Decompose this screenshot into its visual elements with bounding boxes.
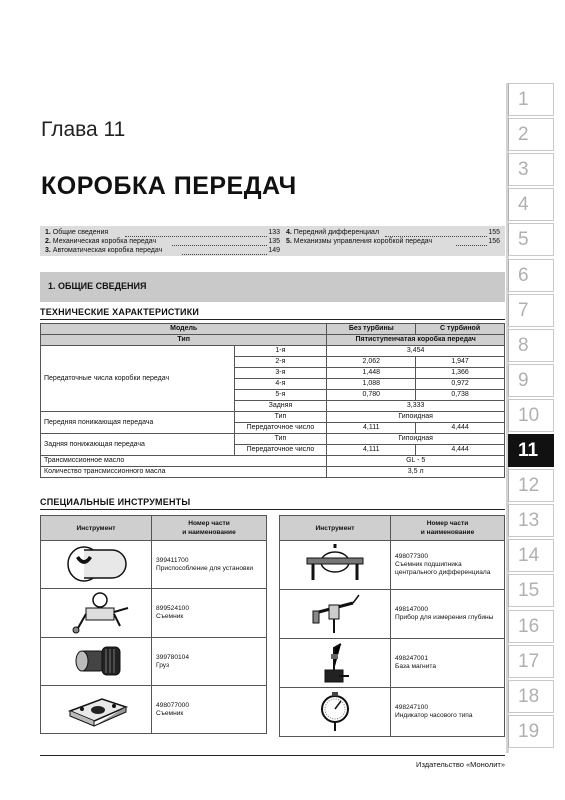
specs-heading: ТЕХНИЧЕСКИЕ ХАРАКТЕРИСТИКИ — [40, 307, 200, 317]
part-number: 498247100 — [395, 704, 429, 711]
table-row — [280, 639, 505, 688]
table-row — [41, 589, 267, 638]
gear-label: 4-я — [234, 379, 327, 390]
tool-info — [152, 541, 267, 589]
gear-label: 2-я — [234, 357, 327, 368]
tool-info — [391, 688, 505, 737]
cell-value: 2,062 — [327, 357, 416, 368]
tab-chapter-7[interactable]: 7 — [508, 294, 554, 327]
row-label: Передаточные числа коробки передач — [41, 346, 235, 412]
cell-value: Пятиступенчатая коробка передач — [327, 335, 505, 346]
tool-info — [152, 686, 267, 734]
tab-chapter-9[interactable]: 9 — [508, 364, 554, 397]
tab-chapter-16[interactable]: 16 — [508, 610, 554, 643]
tab-chapter-19[interactable]: 19 — [508, 715, 554, 748]
page-title: КОРОБКА ПЕРЕДАЧ — [41, 172, 297, 200]
part-name: Груз — [156, 661, 170, 669]
toc-page: 155 — [488, 229, 500, 236]
toc-item[interactable]: 5. Механизмы управления коробкой передач — [286, 238, 433, 245]
table-row — [280, 541, 505, 590]
cell-value: Гипоидная — [327, 412, 505, 423]
tab-chapter-13[interactable]: 13 — [508, 504, 554, 537]
block-puller-icon — [41, 686, 152, 734]
bearing-puller-icon — [280, 541, 391, 590]
part-number: 399780104 — [156, 653, 190, 661]
cell-value: Гипоидная — [327, 434, 505, 445]
column-header: Номер части и наименование — [391, 516, 505, 541]
publisher: Издательство «Монолит» — [416, 760, 505, 769]
cell-value: 4,444 — [416, 445, 505, 456]
gear-label: 5-я — [234, 390, 327, 401]
tool-info — [152, 589, 267, 638]
cell-value: 4,111 — [327, 445, 416, 456]
toc-left — [40, 226, 285, 256]
cell-value: 3,333 — [327, 401, 505, 412]
tool-info — [391, 590, 505, 639]
toc-page: 149 — [268, 247, 280, 254]
depth-gauge-icon — [280, 590, 391, 639]
row-label: Задняя понижающая передача — [41, 434, 235, 456]
tab-chapter-14[interactable]: 14 — [508, 539, 554, 572]
tab-chapter-10[interactable]: 10 — [508, 399, 554, 432]
tab-chapter-2[interactable]: 2 — [508, 118, 554, 151]
toc-item[interactable]: 3. Автоматическая коробка передач — [45, 247, 163, 254]
chapter-label: Глава 11 — [41, 118, 126, 141]
puller-tool-icon — [41, 589, 152, 638]
dial-indicator-icon — [280, 688, 391, 737]
cell-value: 0,972 — [416, 379, 505, 390]
cell-value: 1,088 — [327, 379, 416, 390]
section-title: 1. ОБЩИЕ СВЕДЕНИЯ — [48, 281, 147, 291]
part-name: Съемник — [156, 709, 184, 717]
footer-divider — [40, 755, 505, 756]
tab-chapter-6[interactable]: 6 — [508, 259, 554, 292]
table-row — [41, 541, 267, 589]
tool-info — [152, 638, 267, 686]
table-row — [41, 686, 267, 734]
magnetic-base-icon — [280, 639, 391, 688]
tools-table-right — [279, 515, 505, 737]
table-row — [41, 412, 505, 423]
part-number: 899524100 — [156, 605, 190, 612]
column-header: Инструмент — [280, 516, 391, 541]
gear-label: 3-я — [234, 368, 327, 379]
part-number: 498247001 — [395, 655, 429, 662]
toc-page: 133 — [268, 229, 280, 236]
tab-chapter-18[interactable]: 18 — [508, 680, 554, 713]
toc-page: 156 — [488, 238, 500, 245]
section-header — [40, 272, 505, 302]
row-label: Трансмиссионное масло — [41, 456, 327, 467]
table-row — [41, 638, 267, 686]
table-row — [280, 688, 505, 737]
cell-value: 1,947 — [416, 357, 505, 368]
column-header: Номер части и наименование — [152, 516, 267, 541]
table-row — [41, 324, 505, 335]
part-name: Индикатор часового типа — [395, 712, 473, 719]
cell-value: 4,111 — [327, 423, 416, 434]
part-number: 498147000 — [395, 606, 429, 613]
tab-chapter-11[interactable]: 11 — [508, 434, 554, 467]
part-number: 399411700 — [156, 556, 189, 564]
tab-chapter-15[interactable]: 15 — [508, 574, 554, 607]
divider — [40, 509, 505, 510]
table-row — [41, 346, 505, 357]
column-header: Модель — [41, 324, 327, 335]
tab-chapter-1[interactable]: 1 — [508, 83, 554, 116]
toc-item[interactable]: 4. Передний дифференциал — [286, 229, 380, 236]
part-number: 498077000 — [156, 701, 190, 709]
tool-info — [391, 541, 505, 590]
part-name: Съемник — [156, 613, 184, 620]
tools-table-left — [40, 515, 267, 734]
toc-item[interactable]: 2. Механическая коробка передач — [45, 238, 157, 245]
toc-right — [281, 226, 505, 256]
tab-chapter-5[interactable]: 5 — [508, 223, 554, 256]
sub-label: Передаточное число — [234, 423, 327, 434]
gear-label: 1-я — [234, 346, 327, 357]
column-header: Инструмент — [41, 516, 152, 541]
cell-value: 1,448 — [327, 368, 416, 379]
divider — [40, 319, 505, 320]
toc-page: 135 — [268, 238, 280, 245]
tab-chapter-17[interactable]: 17 — [508, 645, 554, 678]
part-name: Приспособление для установки — [156, 564, 254, 572]
sub-label: Передаточное число — [234, 445, 327, 456]
table-row — [41, 335, 505, 346]
column-header: Без турбины — [327, 324, 416, 335]
part-name: База магнита — [395, 663, 436, 670]
sub-label: Тип — [234, 412, 327, 423]
part-number: 498077300 — [395, 553, 429, 560]
tab-chapter-8[interactable]: 8 — [508, 329, 554, 362]
cell-value: 4,444 — [416, 423, 505, 434]
cell-value: 1,366 — [416, 368, 505, 379]
cell-value: 3,454 — [327, 346, 505, 357]
table-row — [280, 590, 505, 639]
cell-value: 0,738 — [416, 390, 505, 401]
sleeve-tool-icon — [41, 541, 152, 589]
tab-chapter-4[interactable]: 4 — [508, 188, 554, 221]
row-label: Тип — [41, 335, 327, 346]
toc-item[interactable]: 1. Общие сведения — [45, 229, 109, 236]
table-row — [41, 434, 505, 445]
cell-value: 3,5 л — [327, 467, 505, 478]
tab-chapter-3[interactable]: 3 — [508, 153, 554, 186]
weight-tool-icon — [41, 638, 152, 686]
row-label: Количество трансмиссионного масла — [41, 467, 327, 478]
row-label: Передняя понижающая передача — [41, 412, 235, 434]
gear-label: Задняя — [234, 401, 327, 412]
cell-value: GL - 5 — [327, 456, 505, 467]
part-name: Съемник подшипника центрального дифференциала — [395, 561, 491, 576]
tools-heading: СПЕЦИАЛЬНЫЕ ИНСТРУМЕНТЫ — [40, 497, 191, 507]
column-header: С турбиной — [416, 324, 505, 335]
table-row — [41, 467, 505, 478]
tool-info — [391, 639, 505, 688]
sub-label: Тип — [234, 434, 327, 445]
cell-value: 0,780 — [327, 390, 416, 401]
tab-chapter-12[interactable]: 12 — [508, 469, 554, 502]
specs-table — [40, 323, 505, 478]
table-row — [41, 456, 505, 467]
part-name: Прибор для измерения глубины — [395, 614, 494, 621]
